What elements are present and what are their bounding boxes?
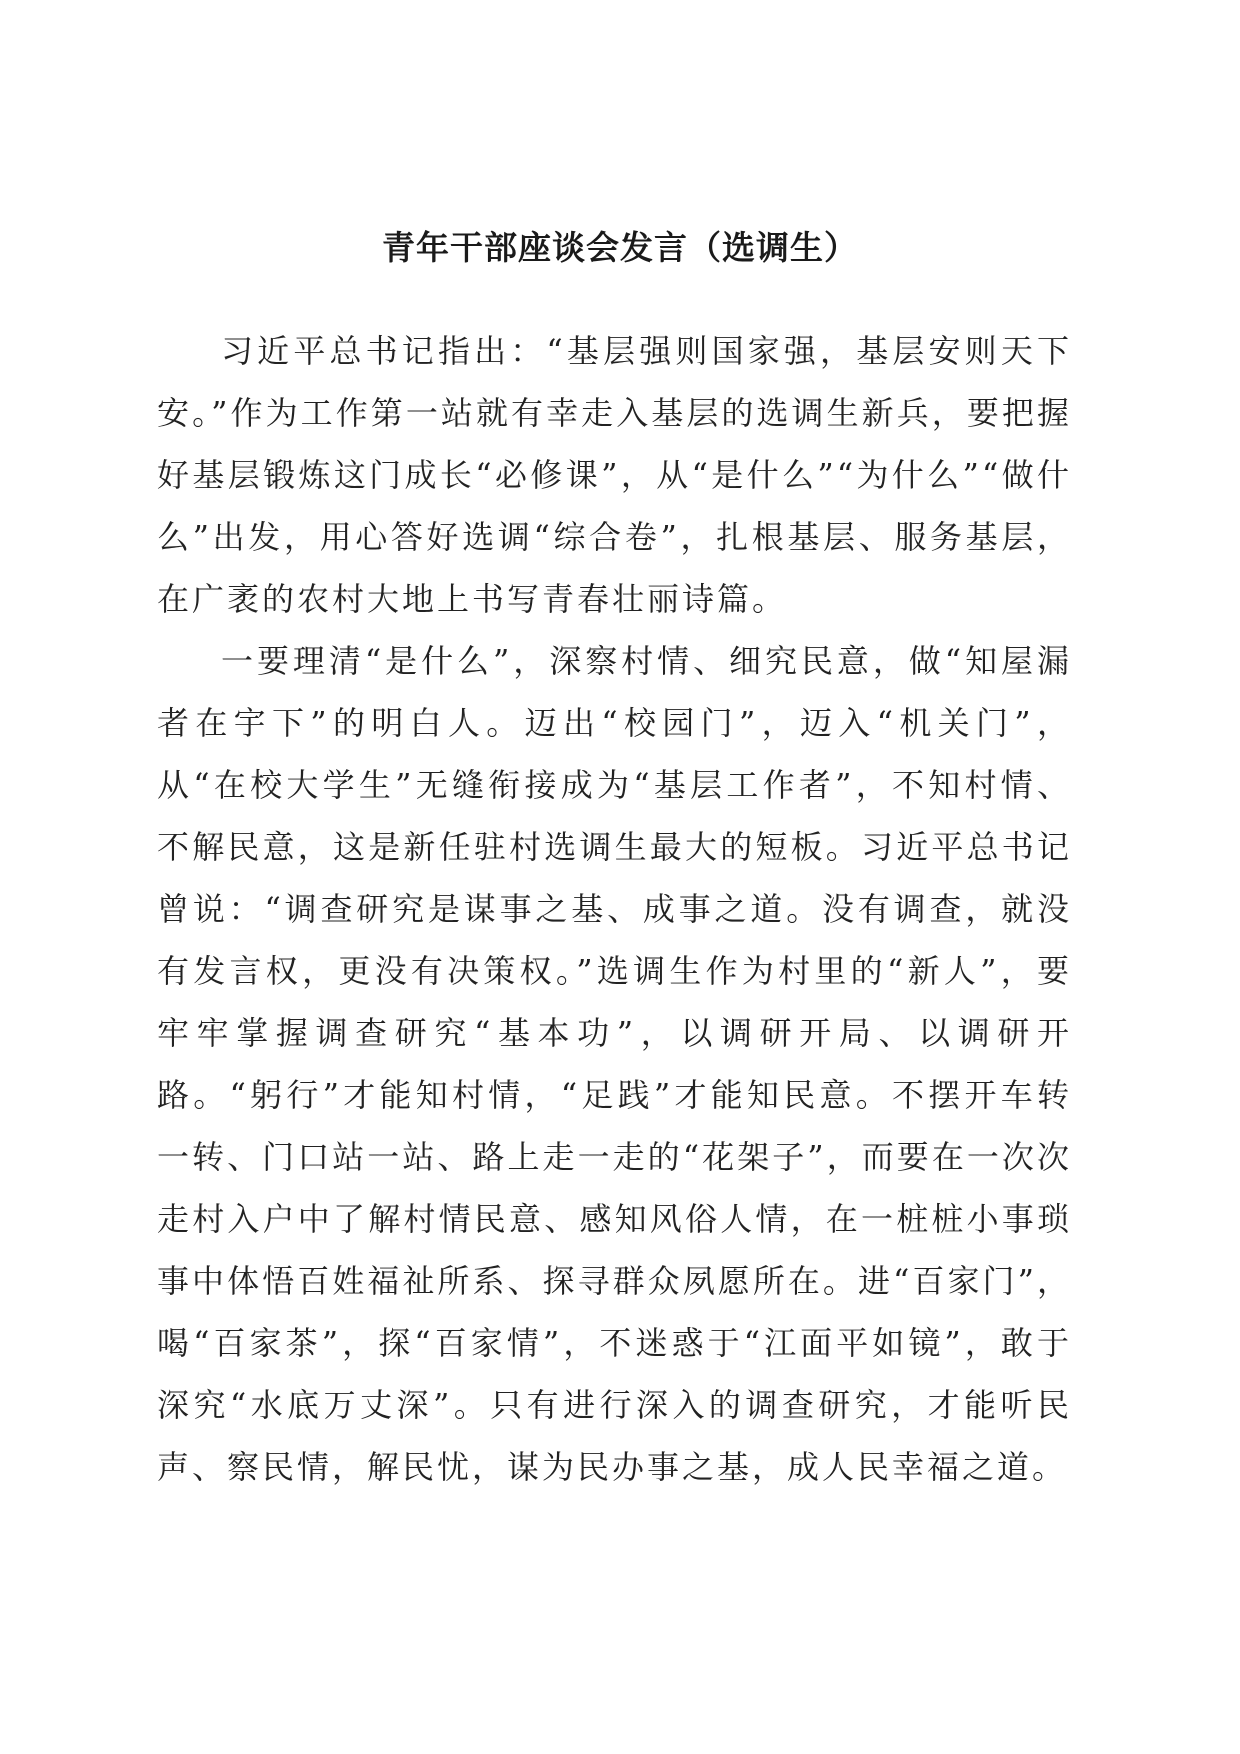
- paragraph-intro: 习近平总书记指出：“基层强则国家强，基层安则天下安。”作为工作第一站就有幸走入基层的选调生新兵，要把握好基层锻炼这门成长“必修课”，从“是什么”“为什么”“做什么”出发，用心答好选调“综合卷”，扎根基层、服务基层，在广袤的农村大地上书写青春壮丽诗篇。: [157, 332, 1072, 618]
- document-body: [157, 320, 1072, 1498]
- document-title: 青年干部座谈会发言（选调生）: [382, 228, 858, 267]
- paragraph-point-one: 一要理清“是什么”，深察村情、细究民意，做“知屋漏者在宇下”的明白人。迈出“校园门”，迈入“机关门”，从“在校大学生”无缝衔接成为“基层工作者”，不知村情、不解民意，这是新任驻村选调生最大的短板。习近平总书记曾说：“调查研究是谋事之基、成事之道。没有调查，就没有发言权，更没有决策权。”选调生作为村里的“新人”，要牢牢掌握调查研究“基本功”，以调研开局、以调研开路。“躬行”才能知村情，“足践”才能知民意。不摆开车转一转、门口站一站、路上走一走的“花架子”，而要在一次次走村入户中了解村情民意、感知风俗人情，在一桩桩小事琐事中体悟百姓福祉所系、探寻群众夙愿所在。进“百家门”，喝“百家茶”，探“百家情”，不迷惑于“江面平如镜”，敢于深究“水底万丈深”。只有进行深入的调查研究，才能听民声、察民情，解民忧，谋为民办事之基，成人民幸福之道。: [157, 642, 1072, 1486]
